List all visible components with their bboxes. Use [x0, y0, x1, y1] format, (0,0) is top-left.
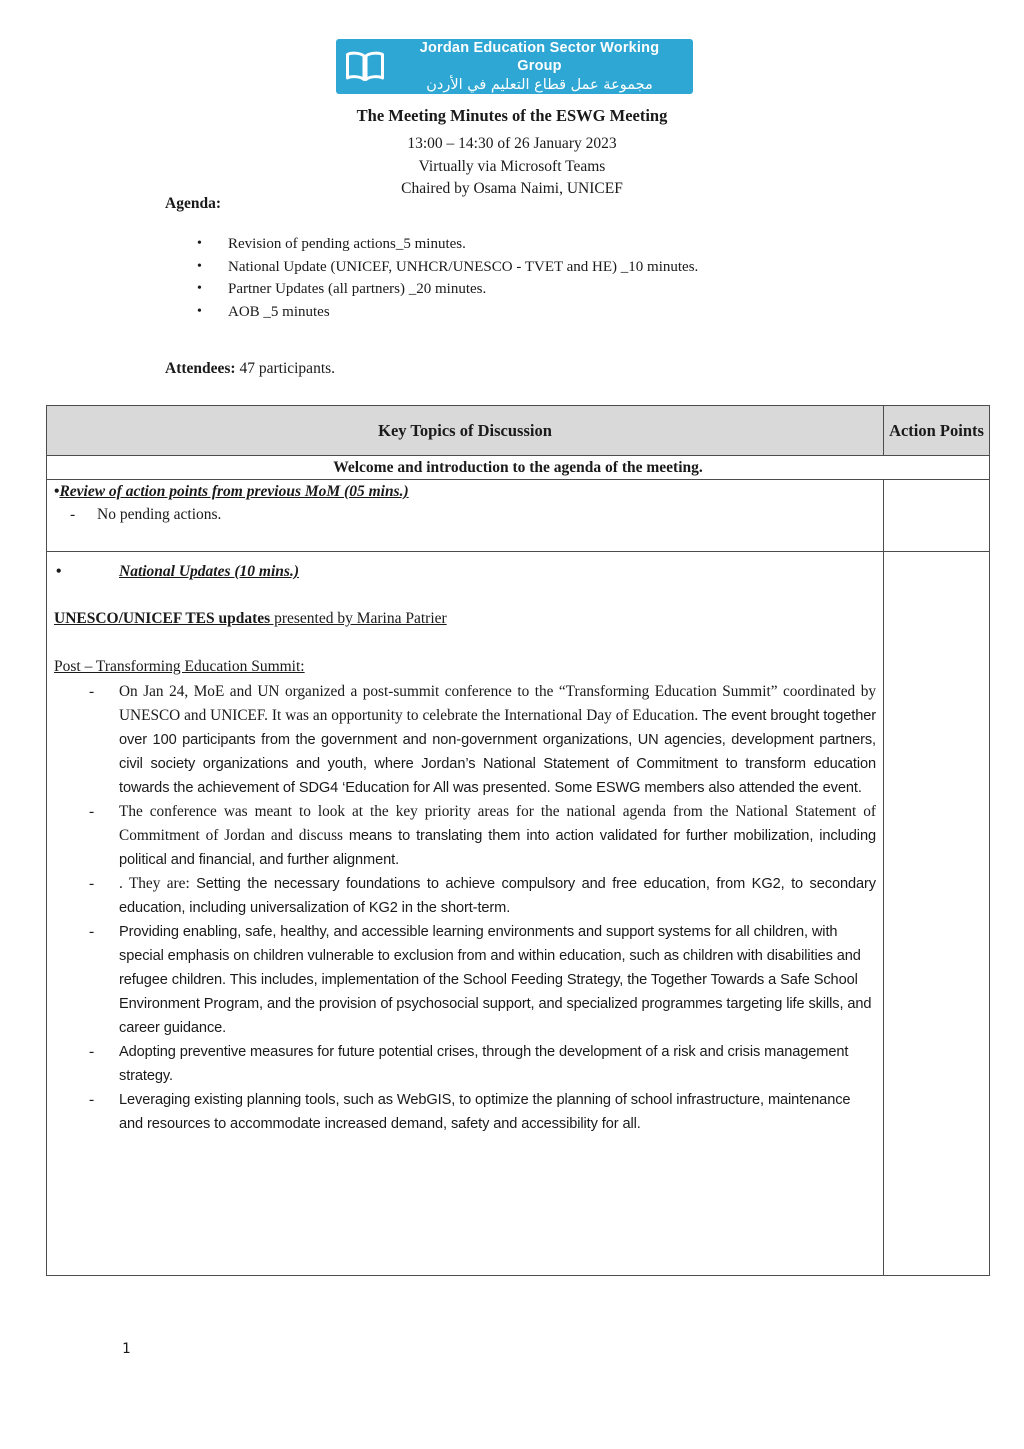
bullet-marker: •	[56, 563, 62, 580]
agenda-label: Agenda:	[165, 195, 221, 212]
dash-marker: -	[89, 1043, 95, 1060]
list-item-text: On Jan 24, MoE and UN organized a post-summit conference to the “Transforming Education Summit” coordinated by UNESCO and UNICEF. It was an opportunity to celebrate the International Day of Education.	[119, 683, 876, 724]
agenda-item-text: National Update (UNICEF, UNHCR/UNESCO - TVET and HE) _10 minutes.	[228, 258, 699, 275]
agenda-item	[197, 278, 877, 301]
list-item-text: The event brought together over 100 participants from the government and non-government organizations, UN agencies, development partners, civil society organizations and youth, where Jordan’s National Statement of Commitment to transform education towards the achievement of SDG4 ‘Education for All was presented. Some ESWG members also attended the event.	[119, 708, 876, 796]
welcome-row: Welcome and introduction to the agenda of the meeting.	[47, 456, 989, 480]
page-number: 1	[122, 1341, 131, 1357]
list-item	[54, 800, 876, 872]
open-book-icon	[344, 50, 386, 84]
table-header-row	[47, 406, 989, 456]
list-item	[54, 1088, 876, 1136]
post-summit-bullet-list	[54, 680, 875, 1136]
meeting-platform: Virtually via Microsoft Teams	[418, 157, 606, 175]
tes-updates-heading	[54, 608, 875, 629]
agenda-item	[197, 301, 877, 324]
meeting-chair: Chaired by Osama Naimi, UNICEF	[401, 180, 623, 197]
list-item	[54, 680, 876, 800]
table-header-topics: Key Topics of Discussion	[47, 406, 884, 455]
review-row	[47, 480, 989, 552]
agenda-list	[197, 233, 877, 323]
tes-heading-rest: presented by Marina Patrier	[270, 610, 447, 627]
review-item-text: No pending actions.	[97, 506, 222, 523]
agenda-item-text: Revision of pending actions_5 minutes.	[228, 236, 466, 252]
dash-marker: -	[89, 923, 95, 940]
attendees-line	[165, 360, 335, 378]
dash-marker: -	[70, 506, 76, 523]
bullet-marker: •	[197, 303, 202, 319]
bullet-marker: •	[54, 483, 60, 500]
discussion-table	[46, 405, 990, 1276]
post-summit-heading: Post – Transforming Education Summit:	[54, 658, 305, 675]
review-cell	[47, 480, 884, 551]
national-updates-row	[47, 552, 989, 1275]
list-item-text: . They are:	[119, 875, 197, 892]
national-updates-heading-text: National Updates (10 mins.)	[119, 563, 299, 580]
dash-marker: -	[89, 1091, 95, 1108]
list-item-text: means to translating them into action validated for further mobilization, including political and financial, and further alignment.	[119, 828, 876, 868]
list-item	[54, 872, 876, 920]
agenda-item-text: AOB _5 minutes	[228, 303, 330, 320]
national-updates-heading	[54, 561, 875, 582]
list-item	[54, 1040, 876, 1088]
dash-marker: -	[89, 875, 95, 892]
bullet-marker: •	[197, 258, 202, 274]
agenda-item	[197, 233, 877, 256]
attendees-value: 47 participants.	[239, 360, 336, 377]
eswg-logo-banner	[336, 39, 693, 94]
dash-marker: -	[89, 683, 95, 700]
national-updates-cell	[47, 552, 884, 1275]
document-title: The Meeting Minutes of the ESWG Meeting	[356, 106, 668, 125]
review-action-points-cell	[884, 480, 989, 551]
logo-title-arabic: مجموعة عمل قطاع التعليم في الأردن	[426, 76, 653, 93]
list-item-text: Adopting preventive measures for future potential crises, through the development of a risk and crisis management strategy.	[119, 1044, 849, 1084]
logo-title-english: Jordan Education Sector Working Group	[419, 40, 660, 75]
bullet-marker: •	[197, 281, 202, 296]
bullet-marker: •	[197, 236, 202, 251]
logo-text	[396, 39, 683, 93]
list-item-text: Leveraging existing planning tools, such as WebGIS, to optimize the planning of school infrastructure, maintenance and resources to accommodate increased demand, safety and accessibility for all.	[119, 1092, 851, 1132]
national-action-points-cell	[884, 552, 989, 1275]
list-item	[54, 920, 876, 1040]
attendees-label: Attendees:	[165, 360, 236, 377]
dash-marker: -	[89, 803, 95, 820]
agenda-item-text: Partner Updates (all partners) _20 minutes.	[228, 281, 487, 297]
meeting-datetime: 13:00 – 14:30 of 26 January 2023	[407, 135, 617, 152]
tes-heading-bold: UNESCO/UNICEF TES updates	[54, 610, 271, 627]
review-heading	[54, 481, 875, 503]
review-item	[54, 503, 875, 526]
agenda-item	[197, 256, 877, 279]
table-header-action-points: Action Points	[889, 421, 984, 440]
document-title-block	[0, 106, 1024, 201]
list-item-text: The conference was meant to look at the key priority areas for the national agenda from the National Statement of Commitment of Jordan and discuss	[119, 803, 876, 844]
list-item-text: Setting the necessary foundations to achieve compulsory and free education, from KG2, to secondary education, including universalization of KG2 in the short-term.	[119, 876, 876, 916]
review-heading-text: Review of action points from previous MoM (05 mins.)	[59, 483, 409, 500]
list-item-text: Providing enabling, safe, healthy, and accessible learning environments and support systems for all children, with special emphasis on children vulnerable to exclusion from and within education, such as children with disabilities and refugee children. This includes, implementation of the School Feeding Strategy, the Together Towards a Safe School Environment Program, and the provision of psychosocial support, and specialized programmes targeting life skills, and career guidance.	[119, 924, 872, 1036]
